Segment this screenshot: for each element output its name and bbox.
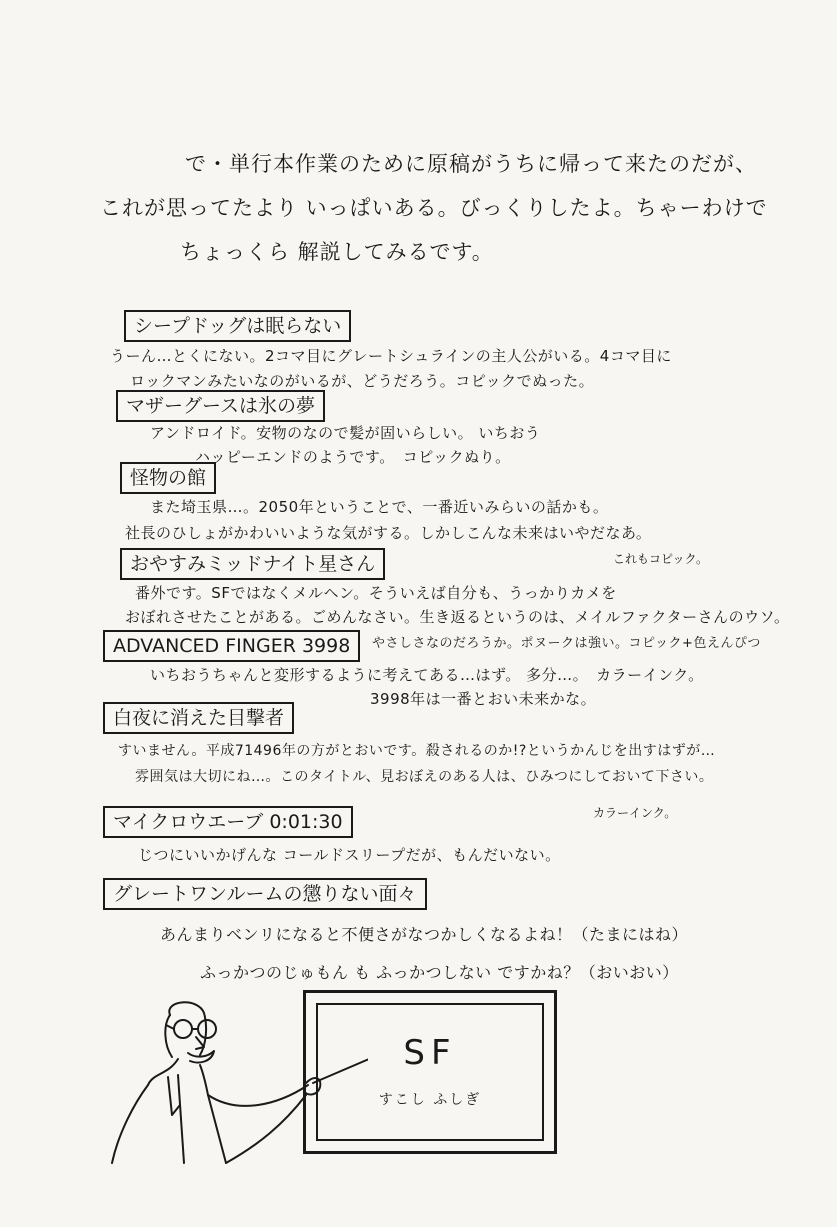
section-8-line-2: ふっかつのじゅもん も ふっかつしない ですかね？（おいおい） <box>200 963 679 982</box>
section-title-great-one-room: グレートワンルームの懲りない面々 <box>103 878 427 910</box>
section-5-line-1: やさしさなのだろうか。ポヌークは強い。コピック+色えんぴつ <box>372 636 761 651</box>
section-8-line-1: あんまりベンリになると不便さがなつかしくなるよね！（たまにはね） <box>160 925 689 944</box>
section-title-white-night: 白夜に消えた目撃者 <box>103 702 294 734</box>
section-title-microwave: マイクロウエーブ 0:01:30 <box>103 806 353 838</box>
section-title-mothergoose: マザーグースは氷の夢 <box>116 390 325 422</box>
section-4-line-1: 番外です。SFではなくメルヘン。そういえば自分も、うっかりカメを <box>135 584 617 602</box>
section-title-monster-house: 怪物の館 <box>120 462 216 494</box>
section-3-line-2: 社長のひしょがかわいいような気がする。しかしこんな未来はいやだなあ。 <box>125 524 652 542</box>
section-3-line-1: また埼玉県…。2050年ということで、一番近いみらいの話かも。 <box>150 498 609 516</box>
section-6-line-1: すいません。平成71496年の方がとおいです。殺されるのか!?というかんじを出すはずが… <box>118 743 716 759</box>
blackboard-title: SF <box>403 1033 457 1073</box>
intro-line-3: ちょっくら 解説してみるです。 <box>180 240 494 264</box>
intro-line-1: で・単行本作業のために原稿がうちに帰って来たのだが、 <box>185 152 757 176</box>
section-4-line-2: おぼれさせたことがある。ごめんなさい。生き返るというのは、メイルファクターさんのウソ。 <box>125 608 790 626</box>
section-1-line-1: うーん…とくにない。2コマ目にグレートシュラインの主人公がいる。4コマ目に <box>110 347 672 365</box>
blackboard-inner-frame <box>316 1003 544 1141</box>
intro-line-2: これが思ってたより いっぱいある。びっくりしたよ。ちゃーわけで <box>100 196 768 220</box>
section-5-line-3: 3998年は一番とおい未来かな。 <box>370 690 597 708</box>
section-6-note: カラーインク。 <box>593 806 677 820</box>
section-5-line-2: いちおうちゃんと変形するように考えてある…はず。 多分…。 カラーインク。 <box>150 666 704 684</box>
section-1-line-2: ロックマンみたいなのがいるが、どうだろう。コピックでぬった。 <box>130 372 595 390</box>
blackboard <box>303 990 557 1154</box>
section-3-note: これもコピック。 <box>613 552 709 566</box>
section-title-sheepdog: シープドッグは眠らない <box>124 310 351 342</box>
section-title-advanced-finger: ADVANCED FINGER 3998 <box>103 630 360 662</box>
section-title-goodnight: おやすみミッドナイト星さん <box>120 548 385 580</box>
blackboard-subtitle: すこし ふしぎ <box>378 1092 482 1108</box>
section-7-line-1: じつにいいかげんな コールドスリープだが、もんだいない。 <box>138 846 561 864</box>
section-2-line-1: アンドロイド。安物のなので髪が固いらしい。 いちおう <box>150 424 541 442</box>
section-2-line-2: ハッピーエンドのようです。 コピックぬり。 <box>195 448 511 466</box>
section-6-line-2: 雰囲気は大切にね…。このタイトル、見おぼえのある人は、ひみつにしておいて下さい。 <box>135 769 714 785</box>
